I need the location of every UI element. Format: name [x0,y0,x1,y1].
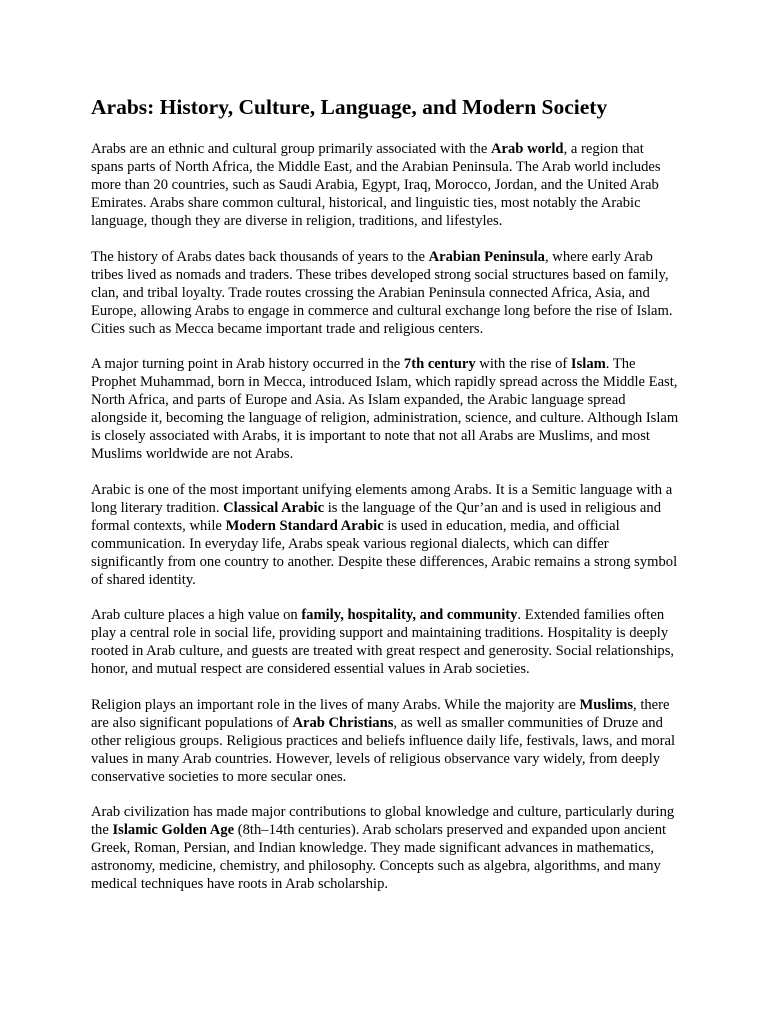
bold-term: Arabian Peninsula [428,248,545,265]
bold-term: Islamic Golden Age [112,822,235,838]
text-segment: with the rise of [475,356,571,372]
paragraph-history [91,248,679,338]
text-segment: , where early Arab tribes lived as nomads and traders. These tribes developed strong social structures based on family, clan, and tribal loyalty. Trade routes crossing the Arabian Peninsula connected Africa, Asia, and Europe, allowing Arabs to engage in commerce and cultural exchange long before the rise of Islam. Cities such as Mecca became important trade and religious centers. [91,248,673,337]
bold-term: 7th century [403,356,476,372]
bold-term: Classical Arabic [223,499,325,516]
paragraph-islam [91,355,679,463]
paragraph-arab-world [91,140,679,230]
bold-term: Islam [570,356,606,372]
text-segment: , there are also significant populations of [91,696,670,731]
bold-term: Muslims [579,696,634,713]
text-segment: Religion plays an important role in the lives of many Arabs. While the majority are [91,696,580,713]
document-title: Arabs: History, Culture, Language, and Modern Society [91,95,608,119]
bold-term: Modern Standard Arabic [225,517,384,534]
paragraph-religion [91,696,679,786]
paragraph-culture [91,606,679,678]
paragraph-language [91,481,679,589]
bold-term: Arab world [490,141,564,157]
document-page [91,93,679,911]
text-segment: A major turning point in Arab history occurred in the [91,356,404,372]
text-segment: is the language of the Qur’an and is used in religious and formal contexts, while [91,499,661,534]
text-segment: Arab civilization has made major contributions to global knowledge and culture, particularly during the [91,804,675,838]
text-segment: , as well as smaller communities of Druze and other religious groups. Religious practices and beliefs influence daily life, festivals, laws, and moral values in many Arab countries. However, levels of religious observance vary widely, from deeply conservative societies to more secular ones. [91,714,675,785]
text-segment: is used in education, media, and official communication. In everyday life, Arabs speak various regional dialects, which can differ significantly from one country to another. Despite these differences, Arabic remains a strong symbol of shared identity. [91,517,678,588]
text-segment: Arabic is one of the most important unifying elements among Arabs. It is a Semitic language with a long literary tradition. [91,481,673,516]
bold-term: family, hospitality, and community [301,607,518,623]
paragraph-civilization [91,803,679,893]
text-segment: (8th–14th centuries). Arab scholars preserved and expanded upon ancient Greek, Roman, Persian, and Indian knowledge. They made significant advances in mathematics, astronomy, medicine, chemistry, and philosophy. Concepts such as algebra, algorithms, and many medical techniques have roots in Arab scholarship. [91,822,667,892]
text-segment: . Extended families often play a central role in social life, providing support and maintaining traditions. Hospitality is deeply rooted in Arab culture, and guests are treated with great respect and generosity. Social relationships, honor, and mutual respect are considered essential values in Arab societies. [91,607,675,677]
text-segment: , a region that spans parts of North Africa, the Middle East, and the Arabian Peninsula. The Arab world includes more than 20 countries, such as Saudi Arabia, Egypt, Iraq, Morocco, Jordan, and the United Arab Emirates. Arabs share common cultural, historical, and linguistic ties, most notably the Arabic language, though they are diverse in religion, traditions, and lifestyles. [91,141,661,229]
text-segment: The history of Arabs dates back thousands of years to the [91,248,429,265]
text-segment: Arab culture places a high value on [91,607,302,623]
bold-term: Arab Christians [292,714,394,731]
text-segment: Arabs are an ethnic and cultural group primarily associated with the [91,141,491,157]
text-segment: . The Prophet Muhammad, born in Mecca, introduced Islam, which rapidly spread across the Middle East, North Africa, and parts of Europe and Asia. As Islam expanded, the Arabic language spread alongside it, becoming the language of religion, administration, science, and culture. Although Islam is closely associated with Arabs, it is important to note that not all Arabs are Muslims, and most Muslims worldwide are not Arabs. [91,356,679,462]
